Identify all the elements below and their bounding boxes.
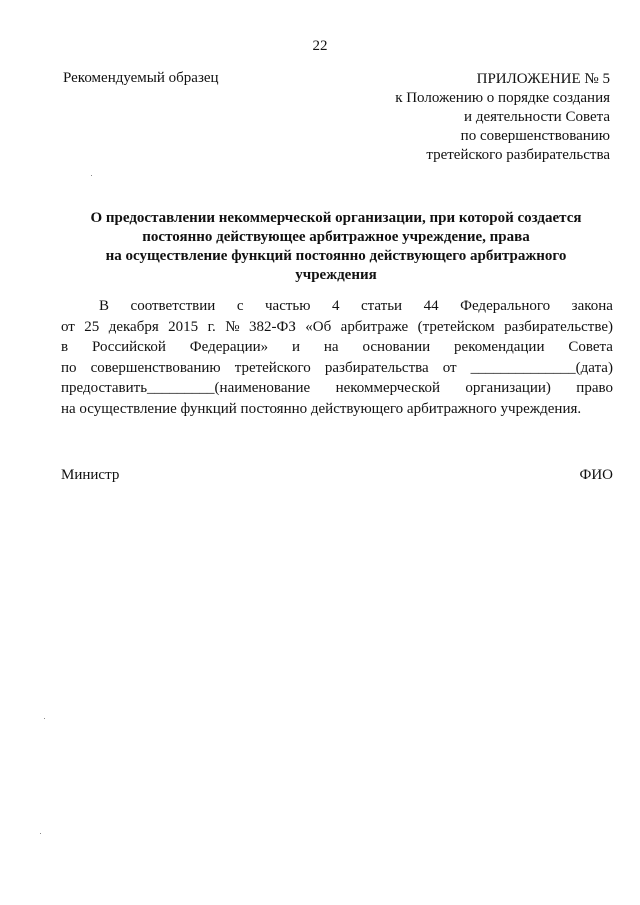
sample-label: Рекомендуемый образец xyxy=(63,70,219,86)
body-word: 44 xyxy=(423,298,439,314)
body-word: от xyxy=(61,318,75,335)
appendix-line: третейского разбирательства xyxy=(426,147,610,163)
body-line xyxy=(61,296,613,317)
page-number: 22 xyxy=(312,38,328,54)
body-word: совершенствованию xyxy=(90,359,221,376)
body-line xyxy=(61,317,613,338)
scan-speck xyxy=(91,175,92,176)
body-word: организации) xyxy=(465,380,551,396)
body-line xyxy=(61,378,613,399)
body-line xyxy=(61,399,613,420)
appendix-line: ПРИЛОЖЕНИЕ № 5 xyxy=(476,71,610,87)
body-word: (третейском xyxy=(417,318,495,335)
body-word: на xyxy=(323,339,339,355)
body-word: 4 xyxy=(331,298,340,314)
body-word: 382-ФЗ xyxy=(248,318,296,335)
body-word: закона xyxy=(571,298,613,314)
signer-name: ФИО xyxy=(579,467,613,483)
body-word: В xyxy=(99,298,110,314)
body-word: декабря xyxy=(108,318,159,335)
body-word: право xyxy=(576,380,613,396)
body-word: Совета xyxy=(568,339,613,355)
body-word: 25 xyxy=(84,318,100,335)
body-word: соответствии xyxy=(130,298,216,314)
appendix-block xyxy=(395,70,610,165)
signer-title: Министр xyxy=(61,467,120,483)
scan-speck xyxy=(44,718,45,719)
document-title xyxy=(60,209,612,285)
body-word: в xyxy=(61,339,69,355)
body-word: основании xyxy=(362,339,431,355)
body-word: г. xyxy=(207,318,216,335)
body-word: и xyxy=(292,339,301,355)
appendix-line: и деятельности Совета xyxy=(464,109,610,125)
body-line xyxy=(61,337,613,358)
body-word: 2015 xyxy=(168,318,199,335)
body-word: третейского xyxy=(234,359,311,376)
body-word: частью xyxy=(265,298,311,314)
body-word: рекомендации xyxy=(454,339,545,355)
body-word: разбирательства xyxy=(324,359,429,376)
body-word: статьи xyxy=(361,298,403,314)
body-word: на осуществление функций постоянно действующего арбитражного учреждения. xyxy=(61,400,582,417)
body-word: предоставить_________(наименование xyxy=(61,380,311,396)
body-word: Российской xyxy=(91,339,166,355)
body-word: с xyxy=(236,298,244,314)
body-word: по xyxy=(61,359,77,376)
scan-speck xyxy=(40,833,41,834)
body-word: арбитраже xyxy=(340,318,409,335)
body-paragraph xyxy=(61,296,613,419)
body-word: Федерального xyxy=(460,298,551,314)
body-word: от xyxy=(442,359,457,376)
body-word: разбирательстве) xyxy=(504,318,613,335)
body-word: некоммерческой xyxy=(335,380,441,396)
title-line: О предоставлении некоммерческой организации, при которой создается xyxy=(90,210,582,226)
title-line: постоянно действующее арбитражное учреждение, права xyxy=(142,229,530,245)
appendix-line: к Положению о порядке создания xyxy=(395,90,610,106)
appendix-line: по совершенствованию xyxy=(460,128,610,144)
body-line xyxy=(61,358,613,379)
body-word: «Об xyxy=(305,318,332,335)
title-line: на осуществление функций постоянно действующего арбитражного xyxy=(105,248,567,264)
signature-row xyxy=(61,467,613,484)
body-word: ______________(дата) xyxy=(470,359,613,376)
body-word: Федерации» xyxy=(189,339,269,355)
title-line: учреждения xyxy=(295,267,377,283)
body-word: № xyxy=(225,318,240,335)
